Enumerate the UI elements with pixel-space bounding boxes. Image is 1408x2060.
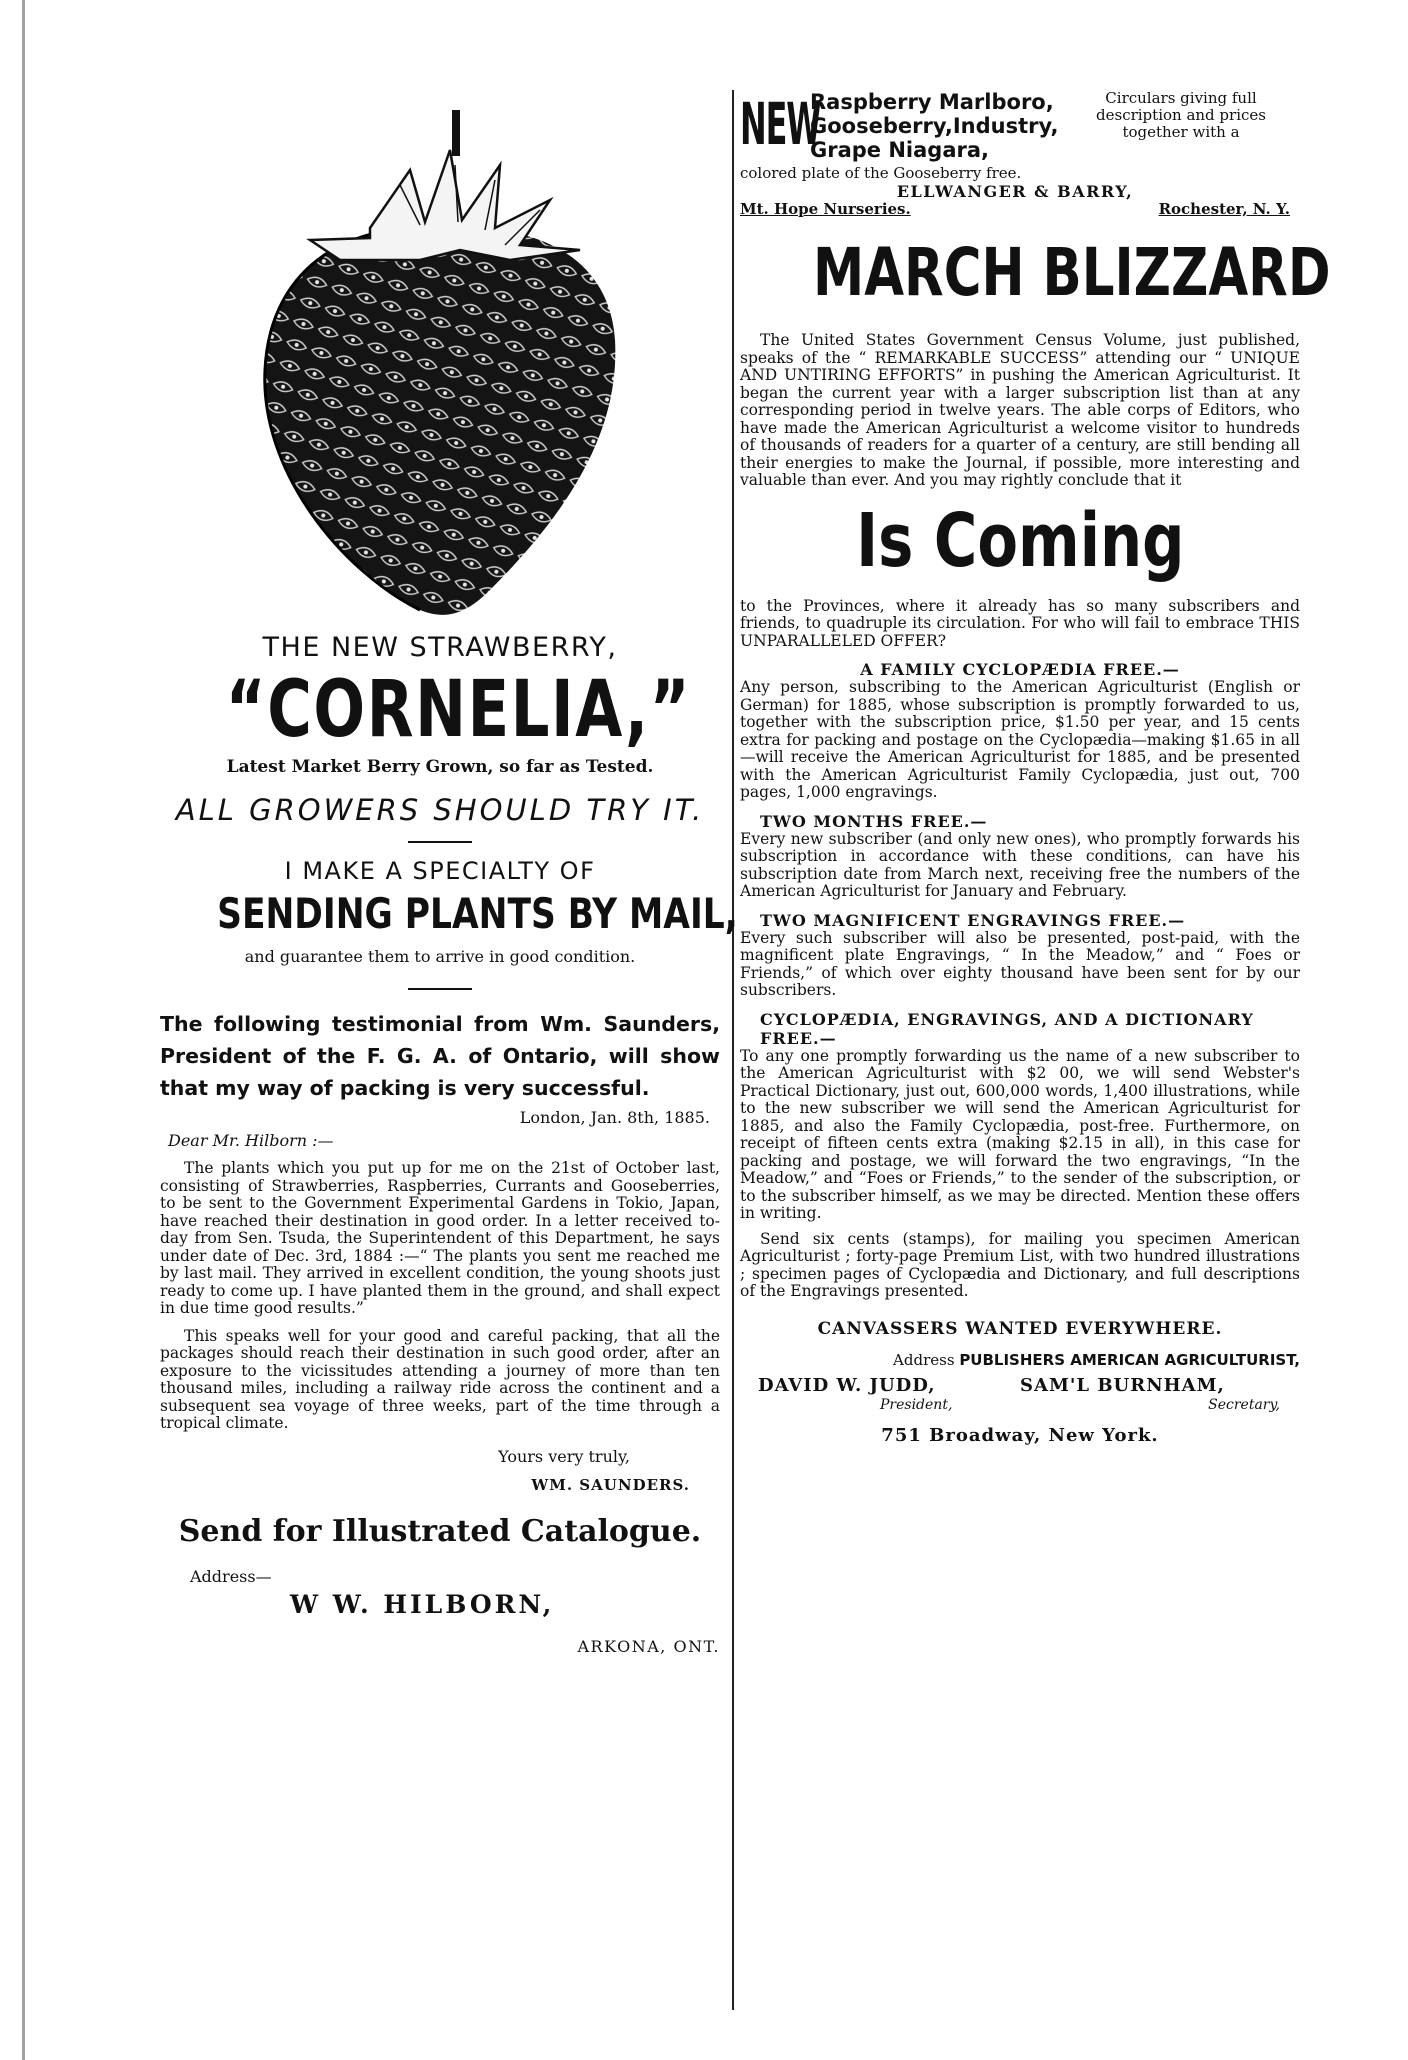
offer-4-title: CYCLOPÆDIA, ENGRAVINGS, AND A DICTIONARY FREE.— [760,1009,1254,1048]
letter-paragraph-2: This speaks well for your good and careful packing, that all the packages should reach their destination in such good order, after an exposure to the vicissitudes attending a journey of more than ten thousand miles, including a railway ride across the continent and a subsequent sea voyage of three weeks, part of the time through a tropical climate. [160,1326,720,1432]
offer-1-text: Any person, subscribing to the American Agriculturist (English or German) for 1885, whose subscription is promptly forwarded to us, together with the subscription price, $1.50 per year, and 15 cents extra for packing and postage on the Cyclopædia—making $1.65 in all—will receive the American Agriculturist for 1885, and be presented with the American Agriculturist Family Cyclopædia, just out, 700 pages, 1,000 engravings. [740,678,1300,801]
publisher-address [740,1351,1300,1369]
publisher-name: PUBLISHERS AMERICAN AGRICULTURIST, [959,1350,1300,1369]
specialty-intro: I MAKE A SPECIALTY OF [284,857,596,885]
testimonial-intro: The following testimonial from Wm. Saunders, President of the F. G. A. of Ontario, will show that my way of packing is very successful. [160,1012,720,1100]
offer-4-text: To any one promptly forwarding us the name of a new subscriber to the American Agriculturist with $2 00, we will send Webster's Practical Dictionary, just out, 600,000 words, 1,400 illustrations, while to the new subscriber we will send the American Agriculturist for 1885, and also the Family Cyclopædia, post-free. Furthermore, on receipt of fifteen cents extra (making $2.15 in all), in this case for packing and postage, we will forward the two engravings, “In the Meadow,” and “Foes or Friends,” to the sender of the subscription, or to the subscriber himself, as we may be directed. Mention these offers in writing. [740,1046,1300,1222]
item-grape: Grape Niagara, [810,138,990,162]
officers [740,1375,1300,1421]
is-coming-headline: Is Coming [855,497,1185,584]
signature: WM. SAUNDERS. [531,1475,690,1494]
section-rule [408,988,472,990]
variety-name: “CORNELIA,” [225,665,692,755]
specialty-heading: SENDING PLANTS BY MAIL, [217,889,738,938]
canvassers-wanted: CANVASSERS WANTED EVERYWHERE. [817,1318,1223,1339]
circular-note: Circulars giving full description and prices together with a [1096,89,1266,141]
offer-1-title: A FAMILY CYCLOPÆDIA FREE.— [860,660,1180,679]
strawberry-illustration [160,110,720,620]
colored-plate-note: colored plate of the Gooseberry free. [740,164,1022,182]
section-rule [408,841,472,843]
president-title: President, [880,1396,953,1413]
firm-name: ELLWANGER & BARRY, [896,182,1134,201]
item-gooseberry: Gooseberry,Industry, [810,114,1059,138]
slogan: ALL GROWERS SHOULD TRY IT. [175,793,705,827]
item-raspberry: Raspberry Marlboro, [810,90,1054,114]
secretary-title: Secretary, [1208,1396,1280,1413]
advertiser-name: W W. HILBORN, [290,1589,555,1619]
nursery-city: Rochester, N. Y. [1158,200,1290,218]
offer-3-title: TWO MAGNIFICENT ENGRAVINGS FREE.— [760,910,1186,930]
president-name: DAVID W. JUDD, [758,1374,936,1396]
salutation: Dear Mr. Hilborn :— [168,1131,334,1150]
nursery-notice [740,90,1300,220]
advertiser-location: ARKONA, ONT. [577,1636,720,1656]
tagline: Latest Market Berry Grown, so far as Tested. [226,757,654,777]
catalogue-heading: Send for Illustrated Catalogue. [178,1513,702,1549]
letter-paragraph-1: The plants which you put up for me on the 21st of October last, consisting of Strawberries, Raspberries, Currants and Gooseberries, to be sent to the Government Experimental Gardens in Tokio, Japan, have reached their destination in good order. In a letter received to-day from Sen. Tsuda, the Superintendent of this Department, he says under date of Dec. 3rd, 1884 :—“ The plants you sent me reached me by last mail. They arrived in excellent condition, the young shoots just ready to come up. I have planted them in the ground, and shall expect in due time good results.” [160,1159,720,1317]
offer-2-text: Every new subscriber (and only new ones), who promptly forwards his subscription in accordance with these conditions, can have his subscription date from March next, receiving free the numbers of the American Agriculturist for January and February. [740,829,1300,900]
dateline: London, Jan. 8th, 1885. [519,1108,710,1127]
strawberry-heading: THE NEW STRAWBERRY, [262,632,618,663]
guarantee-text: and guarantee them to arrive in good condition. [244,947,636,966]
secretary-name: SAM'L BURNHAM, [1020,1374,1225,1396]
specimen-text: Send six cents (stamps), for mailing you specimen American Agriculturist ; forty-page Premium List, with two hundred illustrations ; specimen pages of Cyclopædia and Dictionary, and full descriptions of the Engravings presented. [740,1229,1300,1300]
hilborn-advertisement [160,110,738,1656]
march-blizzard-headline: MARCH BLIZZARD [812,234,1331,311]
street-address: 751 Broadway, New York. [881,1424,1159,1446]
page-edge-shadow [22,0,25,2060]
offer-3-text: Every such subscriber will also be presented, post-paid, with the magnificent plate Engravings, “ In the Meadow,” and “ Foes or Friends,” of which over eighty thousand have been sent for by our subscribers. [740,928,1300,999]
address-label: Address— [190,1566,272,1586]
strawberry-icon [250,110,630,620]
census-intro: The United States Government Census Volume, just published, speaks of the “ REMARKABLE SUCCESS” attending our “ UNIQUE AND UNTIRING EFFORTS” in pushing the American Agriculturist. It began the current year with a larger subscription list than at any corresponding period in twelve years. The able corps of Editors, who have made the American Agriculturist a welcome visitor to hundreds of thousands of readers for a quarter of a century, are still bending all their energies to make the Journal, if possible, more interesting and valuable than ever. And you may rightly conclude that it [740,331,1300,489]
provinces-text: to the Provinces, where it already has so many subscribers and friends, to quadruple its circulation. For who will fail to embrace THIS UNPARALLELED OFFER? [740,596,1300,650]
column-divider [732,90,734,2010]
nursery-name: Mt. Hope Nurseries. [740,200,911,218]
new-word: NEW [740,90,821,158]
agriculturist-advertisement [740,89,1331,1446]
publisher-address-label: Address [893,1350,955,1369]
closing: Yours very truly, [498,1446,630,1466]
offer-2-title: TWO MONTHS FREE.— [760,811,988,831]
